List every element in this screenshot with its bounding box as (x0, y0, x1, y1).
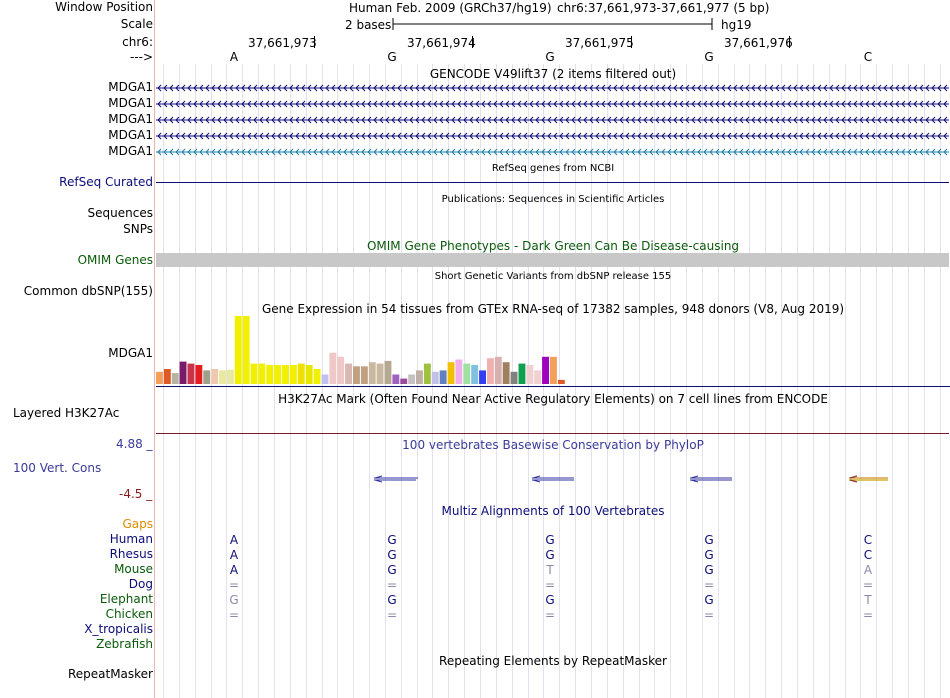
coord-1: 37,661,973 (248, 36, 317, 50)
gtex-tissue-bar[interactable] (345, 364, 352, 384)
species-label[interactable]: Dog (128, 577, 153, 591)
gtex-tissue-bar[interactable] (164, 369, 171, 384)
omim-track-title[interactable]: OMIM Gene Phenotypes - Dark Green Can Be Disease-causing (366, 239, 740, 253)
gtex-tissue-bar[interactable] (361, 366, 368, 384)
alignment-base: = (703, 608, 715, 622)
assembly-title: Human Feb. 2009 (GRCh37/hg19) (349, 1, 552, 15)
coord-ticks (0, 34, 950, 50)
gtex-tissue-bar[interactable] (416, 370, 423, 384)
ref-base-2: G (387, 50, 397, 64)
gencode-gene-arrowline[interactable] (156, 101, 949, 107)
alignment-base: A (863, 563, 873, 577)
h3k27ac-track-title[interactable]: H3K27Ac Mark (Often Found Near Active Regulatory Elements) on 7 cell lines from ENCODE (278, 392, 828, 406)
omim-gene-bar[interactable] (156, 253, 949, 267)
gencode-gene-arrowline[interactable] (156, 133, 949, 139)
repeatmasker-track-title[interactable]: Repeating Elements by RepeatMasker (439, 654, 667, 668)
sequences-label[interactable]: Sequences (87, 206, 153, 220)
h3k27ac-baseline (156, 433, 949, 434)
ref-base-5: C (863, 50, 873, 64)
gtex-tissue-bar[interactable] (258, 364, 265, 384)
strand-label: ---> (129, 50, 153, 64)
gtex-tissue-bar[interactable] (353, 366, 360, 384)
dbsnp-label[interactable]: Common dbSNP(155) (23, 284, 153, 298)
gtex-tissue-bar[interactable] (203, 370, 210, 384)
species-label[interactable]: Elephant (99, 592, 153, 606)
gtex-tissue-bar[interactable] (282, 365, 289, 384)
position-text: chr6:37,661,973-37,661,977 (5 bp) (557, 1, 770, 15)
gtex-tissue-bar[interactable] (235, 316, 242, 384)
alignment-base: C (863, 533, 873, 547)
gtex-tissue-bar[interactable] (172, 373, 179, 384)
gtex-tissue-bar[interactable] (298, 364, 305, 384)
alignment-base: = (544, 578, 556, 592)
alignment-base: G (704, 563, 714, 577)
species-label[interactable]: Mouse (114, 562, 153, 576)
gtex-tissue-bar[interactable] (385, 361, 392, 384)
gtex-tissue-bar[interactable] (211, 369, 218, 384)
gtex-tissue-bar[interactable] (463, 364, 470, 384)
gtex-tissue-bar[interactable] (188, 364, 195, 384)
h3k27ac-label[interactable]: Layered H3K27Ac (13, 406, 120, 420)
gencode-gene-arrowline[interactable] (156, 149, 949, 155)
gtex-tissue-bar[interactable] (274, 365, 281, 384)
gtex-tissue-bar[interactable] (495, 357, 502, 384)
ref-base-4: G (704, 50, 714, 64)
gencode-gene-arrowline[interactable] (156, 117, 949, 123)
alignment-base: A (229, 563, 239, 577)
alignment-base: = (228, 578, 240, 592)
gtex-tissue-bar[interactable] (322, 375, 329, 385)
gtex-tissue-bar[interactable] (156, 372, 163, 384)
dbsnp-track-title[interactable]: Short Genetic Variants from dbSNP release 155 (434, 271, 672, 282)
alignment-base: = (862, 578, 874, 592)
gtex-tissue-bar[interactable] (424, 364, 431, 384)
gencode-gene-tracks[interactable] (156, 80, 950, 160)
alignment-base: A (229, 533, 239, 547)
gtex-tissue-bar[interactable] (440, 370, 447, 384)
gencode-gene-label[interactable]: MDGA1 (108, 96, 153, 110)
gencode-track-title[interactable]: GENCODE V49lift37 (2 items filtered out) (429, 67, 677, 81)
alignment-base: T (864, 593, 872, 607)
gtex-tissue-bar[interactable] (377, 364, 384, 384)
alignment-base: G (387, 563, 397, 577)
scale-bar (392, 16, 714, 32)
coord-2: 37,661,974 (407, 36, 476, 50)
gtex-tissue-bar[interactable] (266, 365, 273, 384)
gtex-tissue-bar[interactable] (369, 362, 376, 384)
chrom-label: chr6: (122, 35, 153, 49)
gencode-gene-arrowline[interactable] (156, 85, 949, 91)
gtex-track-title[interactable]: Gene Expression in 54 tissues from GTEx RNA-seq of 17382 samples, 948 donors (V8, Aug 2019) (261, 302, 845, 316)
gtex-tissue-bar[interactable] (558, 380, 565, 384)
gtex-tissue-bar[interactable] (400, 379, 407, 384)
gtex-tissue-bar[interactable] (503, 362, 510, 384)
gaps-label[interactable]: Gaps (122, 517, 153, 531)
publications-track-title[interactable]: Publications: Sequences in Scientific Articles (441, 194, 665, 205)
coord-3: 37,661,975 (565, 36, 634, 50)
gtex-tissue-bar[interactable] (243, 316, 250, 384)
gtex-tissue-bar[interactable] (306, 365, 313, 384)
gencode-gene-label[interactable]: MDGA1 (108, 128, 153, 142)
cons-track-title[interactable]: 100 vertebrates Basewise Conservation by PhyloP (402, 438, 704, 452)
alignment-base: T (546, 563, 554, 577)
gtex-tissue-bar[interactable] (471, 365, 478, 384)
cons-label[interactable]: 100 Vert. Cons (13, 461, 102, 475)
alignment-base: = (228, 608, 240, 622)
label-column-divider (154, 0, 155, 698)
gtex-tissue-bar[interactable] (479, 370, 486, 384)
species-label[interactable]: X_tropicalis (84, 622, 153, 636)
gtex-tissue-bar[interactable] (487, 358, 494, 384)
species-label[interactable]: Human (109, 532, 153, 546)
species-label[interactable]: Chicken (105, 607, 153, 621)
multiz-track-title[interactable]: Multiz Alignments of 100 Vertebrates (441, 504, 665, 518)
alignment-base: = (386, 608, 398, 622)
species-label[interactable]: Rhesus (109, 547, 153, 561)
alignment-base: G (387, 533, 397, 547)
gtex-tissue-bar[interactable] (337, 357, 344, 384)
gtex-tissue-bar[interactable] (219, 370, 226, 384)
refseq-label[interactable]: RefSeq Curated (59, 175, 153, 189)
alignment-base: G (387, 593, 397, 607)
alignment-base: = (703, 578, 715, 592)
refseq-gene-line[interactable] (156, 182, 949, 183)
gtex-tissue-bar[interactable] (519, 364, 526, 384)
scale-label: Scale (120, 17, 153, 31)
refseq-track-title[interactable]: RefSeq genes from NCBI (491, 163, 615, 174)
cons-max-label: 4.88 _ (116, 437, 153, 451)
gencode-gene-label[interactable]: MDGA1 (108, 80, 153, 94)
repeatmasker-label[interactable]: RepeatMasker (67, 667, 153, 681)
gtex-bar-chart[interactable] (156, 316, 950, 388)
alignment-base: = (386, 578, 398, 592)
alignment-base: A (229, 548, 239, 562)
db-name: hg19 (721, 18, 752, 32)
alignment-base: C (863, 548, 873, 562)
alignment-base: G (545, 548, 555, 562)
gtex-tissue-bar[interactable] (251, 364, 258, 384)
gtex-tissue-bar[interactable] (534, 370, 541, 384)
gtex-tissue-bar[interactable] (392, 375, 399, 385)
gtex-tissue-bar[interactable] (408, 375, 415, 385)
gtex-tissue-bar[interactable] (542, 357, 549, 384)
omim-label[interactable]: OMIM Genes (77, 253, 153, 267)
species-label[interactable]: Zebrafish (96, 637, 153, 651)
gtex-tissue-bar[interactable] (180, 362, 187, 384)
gtex-tissue-bar[interactable] (195, 365, 202, 384)
alignment-base: G (704, 548, 714, 562)
gtex-label[interactable]: MDGA1 (108, 346, 153, 360)
gtex-tissue-bar[interactable] (526, 365, 533, 384)
gtex-tissue-bar[interactable] (432, 372, 439, 384)
gtex-tissue-bar[interactable] (290, 365, 297, 384)
snps-label[interactable]: SNPs (123, 222, 153, 236)
alignment-base: G (704, 593, 714, 607)
gtex-tissue-bar[interactable] (511, 372, 518, 384)
alignment-base: G (387, 548, 397, 562)
gtex-tissue-bar[interactable] (448, 362, 455, 384)
window-position-label: Window Position (55, 0, 153, 14)
gtex-tissue-bar[interactable] (227, 370, 234, 384)
gtex-tissue-bar[interactable] (314, 369, 321, 384)
alignment-base: = (862, 608, 874, 622)
gencode-gene-label[interactable]: MDGA1 (108, 144, 153, 158)
cons-features[interactable] (156, 470, 950, 490)
ref-base-1: A (229, 50, 239, 64)
alignment-base: G (704, 533, 714, 547)
gencode-gene-label[interactable]: MDGA1 (108, 112, 153, 126)
scale-text: 2 bases (345, 18, 392, 32)
coord-4: 37,661,976 (724, 36, 793, 50)
gtex-tissue-bar[interactable] (329, 353, 336, 384)
alignment-base: = (544, 608, 556, 622)
cons-min-label: -4.5 _ (119, 487, 153, 501)
gtex-tissue-bar[interactable] (455, 360, 462, 385)
ref-base-3: G (545, 50, 555, 64)
alignment-base: G (545, 533, 555, 547)
gtex-tissue-bar[interactable] (550, 357, 557, 384)
alignment-base: G (229, 593, 239, 607)
alignment-base: G (545, 593, 555, 607)
